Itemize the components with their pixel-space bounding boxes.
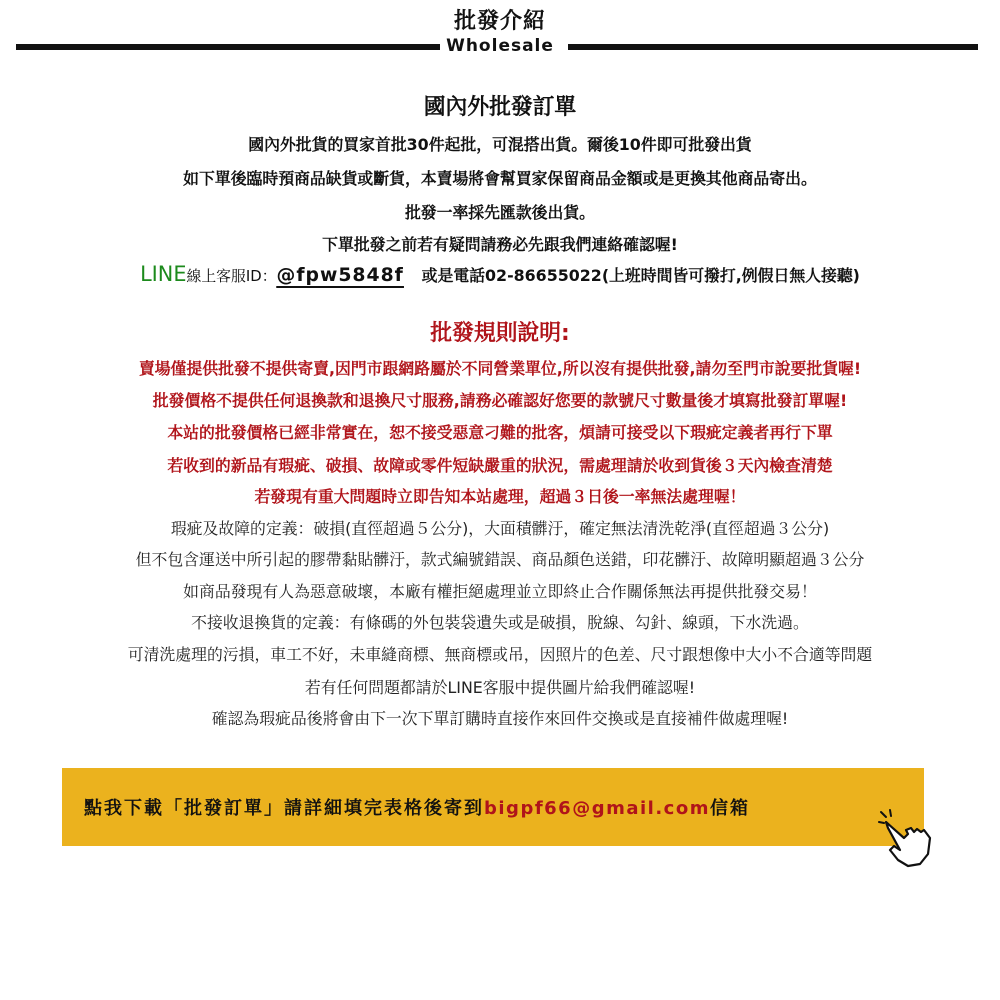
rule-red-line: 本站的批發價格已經非常實在，恕不接受惡意刁難的批客，煩請可接受以下瑕疵定義者再行下單 [167, 423, 833, 442]
header-title: 批發介紹 [453, 9, 546, 34]
intro-line: 如下單後臨時預商品缺貨或斷貨，本賣場將會幫買家保留商品金額或是更換其他商品寄出。 [183, 169, 817, 188]
line-brand: LINE [140, 262, 187, 286]
banner-text-before: 點我下載「批發訂單」請詳細填完表格後寄到 [84, 798, 484, 819]
intro-line: 批發一率採先匯款後出貨。 [404, 203, 596, 222]
hand-pointer-icon[interactable] [878, 808, 936, 870]
rule-line: 但不包含運送中所引起的膠帶黏貼髒汙，款式編號錯誤、商品顏色送錯，印花髒汙、故障明顯超過３公分 [135, 550, 865, 569]
header-subtitle: Wholesale [446, 36, 554, 56]
rule-red-line: 若收到的新品有瑕疵、破損、故障或零件短缺嚴重的狀況，需處理請於收到貨後３天內檢查清楚 [167, 456, 833, 475]
rule-line: 確認為瑕疵品後將會由下一次下單訂購時直接作來回件交換或是直接補件做處理喔! [211, 709, 789, 728]
intro-line: 國內外批貨的買家首批30件起批，可混搭出貨。爾後10件即可批發出貨 [248, 135, 752, 154]
banner-email-link[interactable]: bigpf66@gmail.com [484, 798, 710, 819]
rule-line: 若有任何問題都請於LINE客服中提供圖片給我們確認喔! [304, 678, 696, 697]
line-id-link[interactable]: @fpw5848f [276, 264, 404, 286]
rule-line: 如商品發現有人為惡意破壞，本廠有權拒絕處理並立即終止合作關係無法再提供批發交易！ [183, 582, 817, 601]
intro-title: 國內外批發訂單 [423, 95, 577, 120]
rule-line: 瑕疵及故障的定義：破損(直徑超過５公分)，大面積髒汙，確定無法清洗乾淨(直徑超過３公分) [170, 519, 830, 538]
banner-text-after: 信箱 [709, 798, 750, 819]
line-label: 線上客服ID： [186, 267, 277, 285]
contact-line [5, 262, 995, 286]
rule-line: 可清洗處理的污損，車工不好，未車縫商標、無商標或吊，因照片的色差、尺寸跟想像中大小不合適等問題 [127, 645, 873, 664]
page-header [0, 0, 1000, 70]
rule-red-line: 賣場僅提供批發不提供寄賣,因門市跟網路屬於不同營業單位,所以沒有提供批發,請勿至門市說要批貨喔! [138, 359, 862, 378]
rule-red-line: 批發價格不提供任何退換款和退換尺寸服務,請務必確認好您要的款號尺寸數量後才填寫批發訂單喔! [152, 391, 848, 410]
intro-line: 下單批發之前若有疑問請務必先跟我們連絡確認喔! [322, 235, 678, 254]
phone-text: 或是電話02-86655022(上班時間皆可撥打,例假日無人接聽) [421, 266, 860, 285]
rule-line: 不接收退換貨的定義：有條碼的外包裝袋遺失或是破損，脫線、勾針、線頭，下水洗過。 [191, 613, 809, 632]
rule-red-line: 若發現有重大問題時立即告知本站處理，超過３日後一率無法處理喔！ [254, 487, 746, 506]
download-order-banner[interactable] [62, 768, 924, 846]
banner-text [84, 794, 750, 820]
rules-title: 批發規則說明: [430, 321, 570, 346]
